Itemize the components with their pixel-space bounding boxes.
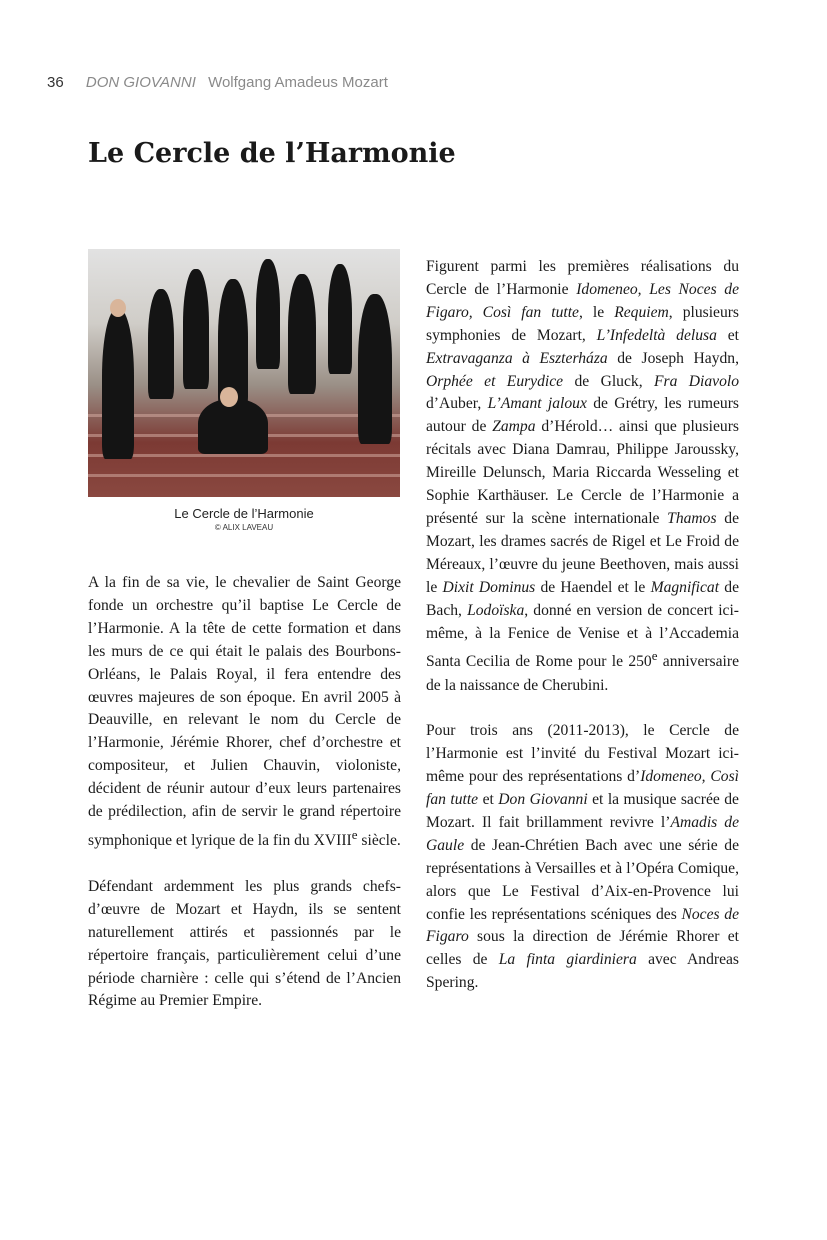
italic-title: Amadis de Gaule [426,813,739,854]
text-run: , donné en version de concert ici-même, à la Fenice de Venise et à l’Accademia Santa Cecilia de Rome pour le 250 [426,601,739,671]
superscript: e [651,648,658,664]
italic-title: Lodoïska [467,601,525,619]
text-run: de Gluck, [563,372,654,390]
paragraph [426,256,739,697]
italic-title: Extravaganza à Eszterháza [426,349,608,367]
italic-title: Dixit Dominus [442,578,536,596]
paragraph-text-end: siècle. [357,832,401,850]
italic-title: Idomeneo, Così fan tutte [426,768,739,809]
italic-title: Idomeneo, Les Noces de Figaro, Così fan tutte [426,280,739,321]
text-run: de Mozart, les drames sacrés de Rigel et Le Froid de Méreaux, l’œuvre du jeune Beethoven, mais aussi le [426,509,739,596]
italic-title: Noces de Figaro [426,905,739,946]
text-run: Figurent parmi les premières réalisations du Cercle de l’Harmonie [426,258,739,298]
text-run: et [716,326,739,344]
text-run: et la musique sacrée de Mozart. Il fait brillamment revivre l’ [426,791,739,831]
paragraph [88,572,401,853]
text-run: d’Hérold… ainsi que plusieurs récitals avec Diana Damrau, Philippe Jaroussky, Mireille Delunsch, Maria Riccarda Wesseling et Sophie Karthäuser. Le Cercle de l’Harmonie a présenté sur la scène internationale [426,418,739,527]
text-run: avec Andreas Spering. [426,951,739,992]
italic-title: Zampa [492,418,536,436]
running-header [47,74,388,91]
right-column [426,256,739,1018]
text-run: sous la direction de Jérémie Rhorer et celles de [426,928,739,969]
page-number: 36 [47,74,64,91]
photo-caption [88,506,400,532]
text-run: , plusieurs symphonies de Mozart, [426,303,740,344]
text-run: de Jean-Chrétien Bach avec une série de représentations à Versailles et à l’Opéra Comique, alors que Le Festival d’Aix-en-Provence lui confie les représentations scéniques des [426,836,739,923]
italic-title: Don Giovanni [498,791,588,809]
italic-title: Requiem [614,303,669,321]
text-run: d’Auber, [426,395,488,413]
italic-title: Orphée et Eurydice [426,372,564,390]
italic-title: Magnificat [650,578,720,596]
text-run: , le [578,303,615,321]
italic-title: L’Amant jaloux [487,395,587,413]
italic-title: Fra Diavolo [653,372,740,390]
paragraph-text: A la fin de sa vie, le chevalier de Saint George fonde un orchestre qu’il baptise Le Cercle de l’Harmonie. A la tête de cette formation et dans les murs de ce qui était le palais des Bourbons-Orléans, le Palais Royal, il fera entendre des œuvres majeures de son époque. En avril 2005 à Deauville, en relevant le nom du Cercle de l’Harmonie, Jérémie Rhorer, chef d’orchestre et compositeur, et Julien Chauvin, violoniste, décident de réunir autour d’eux leurs partenaires de prédilection, afin de servir le grand répertoire symphonique et lyrique de la fin du XVIII [88,574,401,850]
century-superscript: e [351,826,358,842]
paragraph: Défendant ardemment les plus grands chefs-d’œuvre de Mozart et Haydn, ils se sentent naturellement attirés et passionnés par le répertoire français, particulièrement celui d’une période charnière : celle qui s’étend de l’Ancien Régime au Premier Empire. [88,877,401,1010]
text-run: anniversaire de la naissance de Cherubini. [426,653,739,694]
text-run: de Grétry, les rumeurs autour de [426,395,739,436]
left-column [88,572,401,1036]
text-run: de Haendel et le [535,578,651,596]
paragraph [426,720,739,995]
photo-credit: © ALIX LAVEAU [214,523,274,532]
caption-text: Le Cercle de l’Harmonie [174,506,314,521]
ensemble-photo [88,249,400,497]
composer-name: Wolfgang Amadeus Mozart [208,74,388,91]
text-run: Pour trois ans (2011-2013), le Cercle de l’Harmonie est l’invité du Festival Mozart ici-même pour des représentations d’ [426,722,739,786]
italic-title: La finta giardiniera [498,951,637,969]
italic-title: Thamos [667,509,717,527]
work-title: DON GIOVANNI [85,74,196,91]
text-run: de Bach, [426,578,739,619]
text-run: de Joseph Haydn, [607,349,739,367]
italic-title: L’Infedeltà delusa [596,326,717,344]
page-title: Le Cercle de l’Harmonie [88,138,456,169]
text-run: et [478,791,499,809]
